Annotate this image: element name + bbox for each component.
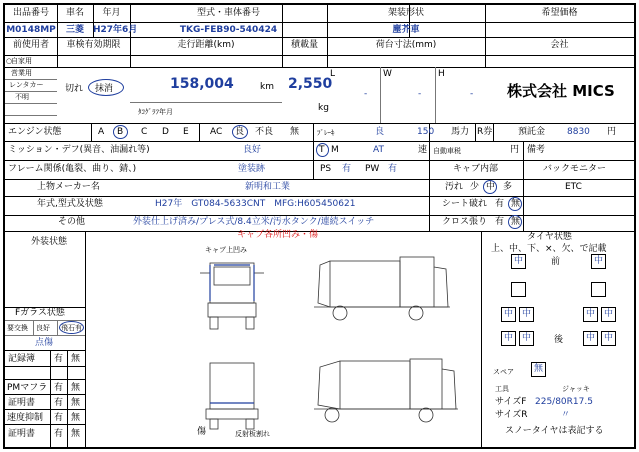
model-chassis: TKG-FEB90-540424	[179, 25, 278, 35]
glass-title: Fガラス状態	[15, 308, 65, 318]
cross-no: 無	[511, 217, 521, 227]
doc-record-yes: 有	[54, 354, 64, 364]
deposit-yen: 円	[607, 127, 617, 137]
doc-cert1-label: 証明書	[8, 398, 36, 408]
other-value: 外装仕上げ済み/プレス式/8.4立米/汚水タンク/連続スイッチ	[133, 217, 375, 227]
spare-value: 無	[531, 362, 546, 377]
mileage: 158,004	[170, 76, 234, 92]
user-opt-unknown: 不明	[15, 93, 29, 101]
doc-cert2-no: 無	[71, 429, 81, 439]
cab-top-dent-note: キャブ上凹み	[205, 246, 247, 254]
dirt-mid: 中	[486, 182, 496, 192]
dim-h: -	[470, 89, 474, 99]
doc-record-no: 無	[71, 354, 81, 364]
dim-w: -	[418, 89, 422, 99]
deposit-label: 預託金	[518, 127, 546, 137]
other-label: その他	[58, 217, 86, 227]
upper-maker-value: 新明和工業	[245, 182, 291, 192]
back-monitor-label: バックモニター	[543, 164, 607, 174]
tire-rear-right-outer: 中	[601, 307, 616, 322]
upper-maker-label: 上物メーカー名	[37, 182, 100, 192]
doc-cert2-label: 証明書	[8, 429, 36, 439]
label-shaken: 車検有効期限	[66, 40, 121, 50]
doc-cert1-yes: 有	[54, 398, 64, 408]
tire-rear2-left-inner: 中	[519, 331, 534, 346]
tire-rear-right-inner: 中	[583, 307, 598, 322]
reflector-note: 反射板割れ	[235, 430, 270, 438]
size-f: 225/80R17.5	[535, 397, 593, 407]
dim-w-label: W	[383, 69, 392, 79]
cross-label: クロス張り	[442, 217, 488, 227]
ac-bad: 不良	[255, 127, 274, 137]
tire-slot-empty-2	[591, 282, 606, 297]
brake-value: 良	[375, 127, 385, 137]
doc-speed-label: 速度抑制	[7, 413, 44, 423]
tm-at: AT	[373, 145, 384, 155]
horsepower-label: 馬力	[451, 127, 470, 137]
dim-l-label: L	[330, 69, 336, 79]
tire-front-right: 中	[591, 254, 606, 269]
label-dimensions: 荷台寸法(mm)	[375, 40, 437, 50]
user-opt-rental: レンタカー	[9, 81, 44, 89]
size-f-label: サイズF	[495, 397, 527, 407]
label-price: 希望価格	[541, 8, 578, 18]
tire-rear2-left-outer: 中	[501, 331, 516, 346]
label-body-shape: 架装形状	[387, 8, 424, 18]
auction-sheet	[3, 3, 636, 449]
back-monitor-value: ETC	[565, 182, 582, 192]
spec-label: 年式,型式及状態	[37, 199, 103, 209]
ac-none: 無	[290, 127, 300, 137]
ps-label: PS	[320, 164, 332, 174]
doc-pm-label: PMマフラ	[7, 383, 48, 393]
tire-rear-left-outer: 中	[501, 307, 516, 322]
shaken-deregistered: 抹消	[95, 84, 114, 94]
company: 株式会社 MICS	[507, 82, 615, 100]
tm-t: T	[319, 145, 325, 155]
tax-label: 自動車税	[433, 147, 461, 155]
tm-m: M	[331, 145, 339, 155]
engine-grade-c: C	[141, 127, 148, 137]
seat-yes: 有	[495, 199, 505, 209]
size-r: 〃	[561, 410, 571, 420]
dim-h-label: H	[438, 69, 445, 79]
deposit: 8830	[567, 127, 590, 137]
snow-tire-note: スノータイヤは表記する	[505, 426, 604, 436]
maker: 三菱	[65, 25, 84, 35]
doc-cert1-no: 無	[71, 398, 81, 408]
doc-speed-no: 無	[71, 413, 81, 423]
tire-legend: 上、中、下、×、欠、で記載	[491, 244, 607, 254]
engine-grade-b: B	[117, 127, 124, 137]
tire-rear-label: 後	[554, 335, 564, 345]
user-opt-business: 営業用	[11, 69, 32, 77]
jack-label: ジャッキ	[562, 385, 590, 393]
dirt-few: 少	[470, 182, 480, 192]
pw-label: PW	[365, 164, 380, 174]
brake-label: ﾌﾞﾚｰｷ	[317, 129, 335, 137]
tire-rear2-right-outer: 中	[601, 331, 616, 346]
mileage-unit: km	[260, 82, 274, 92]
r-ticket: R券	[477, 127, 493, 137]
cab-damage-note: キャブ各所凹み・傷	[237, 230, 319, 240]
frame-value: 塗装跡	[238, 164, 266, 174]
engine-grade-d: D	[162, 127, 169, 137]
speeds: 速	[418, 145, 428, 155]
tax-yen: 円	[510, 145, 520, 155]
engine-label: エンジン状態	[8, 127, 62, 137]
spec-value: H27年 GT084-5633CNT MFG:H605450621	[155, 199, 356, 209]
label-capacity: 積載量	[290, 40, 318, 50]
glass-value: 点傷	[35, 338, 54, 348]
doc-cert2-yes: 有	[54, 429, 64, 439]
seat-no: 無	[511, 199, 521, 209]
doc-speed-yes: 有	[54, 413, 64, 423]
glass-replace: 要交換	[7, 324, 28, 332]
user-circle-mark: ○	[6, 57, 13, 65]
cab-interior-label: キャブ内部	[453, 164, 499, 174]
label-year: 年月	[102, 8, 121, 18]
label-listing-no: 出品番号	[12, 8, 49, 18]
tire-rear2-right-inner: 中	[583, 331, 598, 346]
size-r-label: サイズR	[495, 410, 528, 420]
glass-good: 良好	[36, 324, 50, 332]
engine-grade-e: E	[183, 127, 189, 137]
listing-no: M0148MP	[6, 25, 56, 35]
scratch-note: 傷	[197, 427, 207, 437]
tacho-label: ﾀｺｸﾞﾗﾌ年月	[138, 108, 173, 116]
truck-diagram	[180, 243, 480, 443]
dirt-many: 多	[503, 182, 513, 192]
seat-label: シート破れ	[442, 199, 488, 209]
label-model: 型式・車体番号	[196, 8, 260, 18]
remarks-label: 備考	[527, 145, 546, 155]
engine-grade-a: A	[98, 127, 105, 137]
doc-pm-no: 無	[71, 383, 81, 393]
label-company: 会社	[550, 40, 569, 50]
doc-pm-yes: 有	[54, 383, 64, 393]
frame-label: フレーム関係(亀裂、曲り、錆、)	[8, 164, 137, 174]
mission-label: ミッション・デフ(異音、油漏れ等)	[8, 145, 150, 155]
tire-front-left: 中	[511, 254, 526, 269]
exterior-title: 外装状態	[31, 237, 68, 247]
horsepower: 150	[417, 127, 435, 137]
shaken-expired: 切れ	[65, 84, 84, 94]
ac-good: 良	[235, 127, 245, 137]
ac-label: AC	[210, 127, 223, 137]
cross-yes: 有	[495, 217, 505, 227]
ps-value: 有	[342, 164, 352, 174]
label-prev-user: 前使用者	[12, 40, 49, 50]
capacity-unit: kg	[318, 103, 329, 113]
spare-label: スペア	[493, 368, 514, 376]
dim-l: -	[364, 89, 368, 99]
glass-chip: 飛石有	[61, 324, 82, 332]
user-opt-private: 自家用	[11, 57, 32, 65]
tool-label: 工具	[495, 385, 509, 393]
year-month: H27年6月	[93, 25, 138, 35]
label-maker: 車名	[65, 8, 84, 18]
tire-slot-empty-1	[511, 282, 526, 297]
tire-front-label: 前	[551, 257, 561, 267]
capacity: 2,550	[288, 76, 333, 92]
tire-rear-left-inner: 中	[519, 307, 534, 322]
body-shape: 塵芥車	[392, 25, 420, 35]
tire-title: タイヤ状態	[527, 232, 572, 242]
doc-record-label: 記録簿	[8, 354, 36, 364]
pw-value: 有	[388, 164, 398, 174]
mission-value: 良好	[243, 145, 262, 155]
dirt-label: 汚れ	[445, 182, 464, 192]
label-mileage: 走行距離(km)	[177, 40, 235, 50]
